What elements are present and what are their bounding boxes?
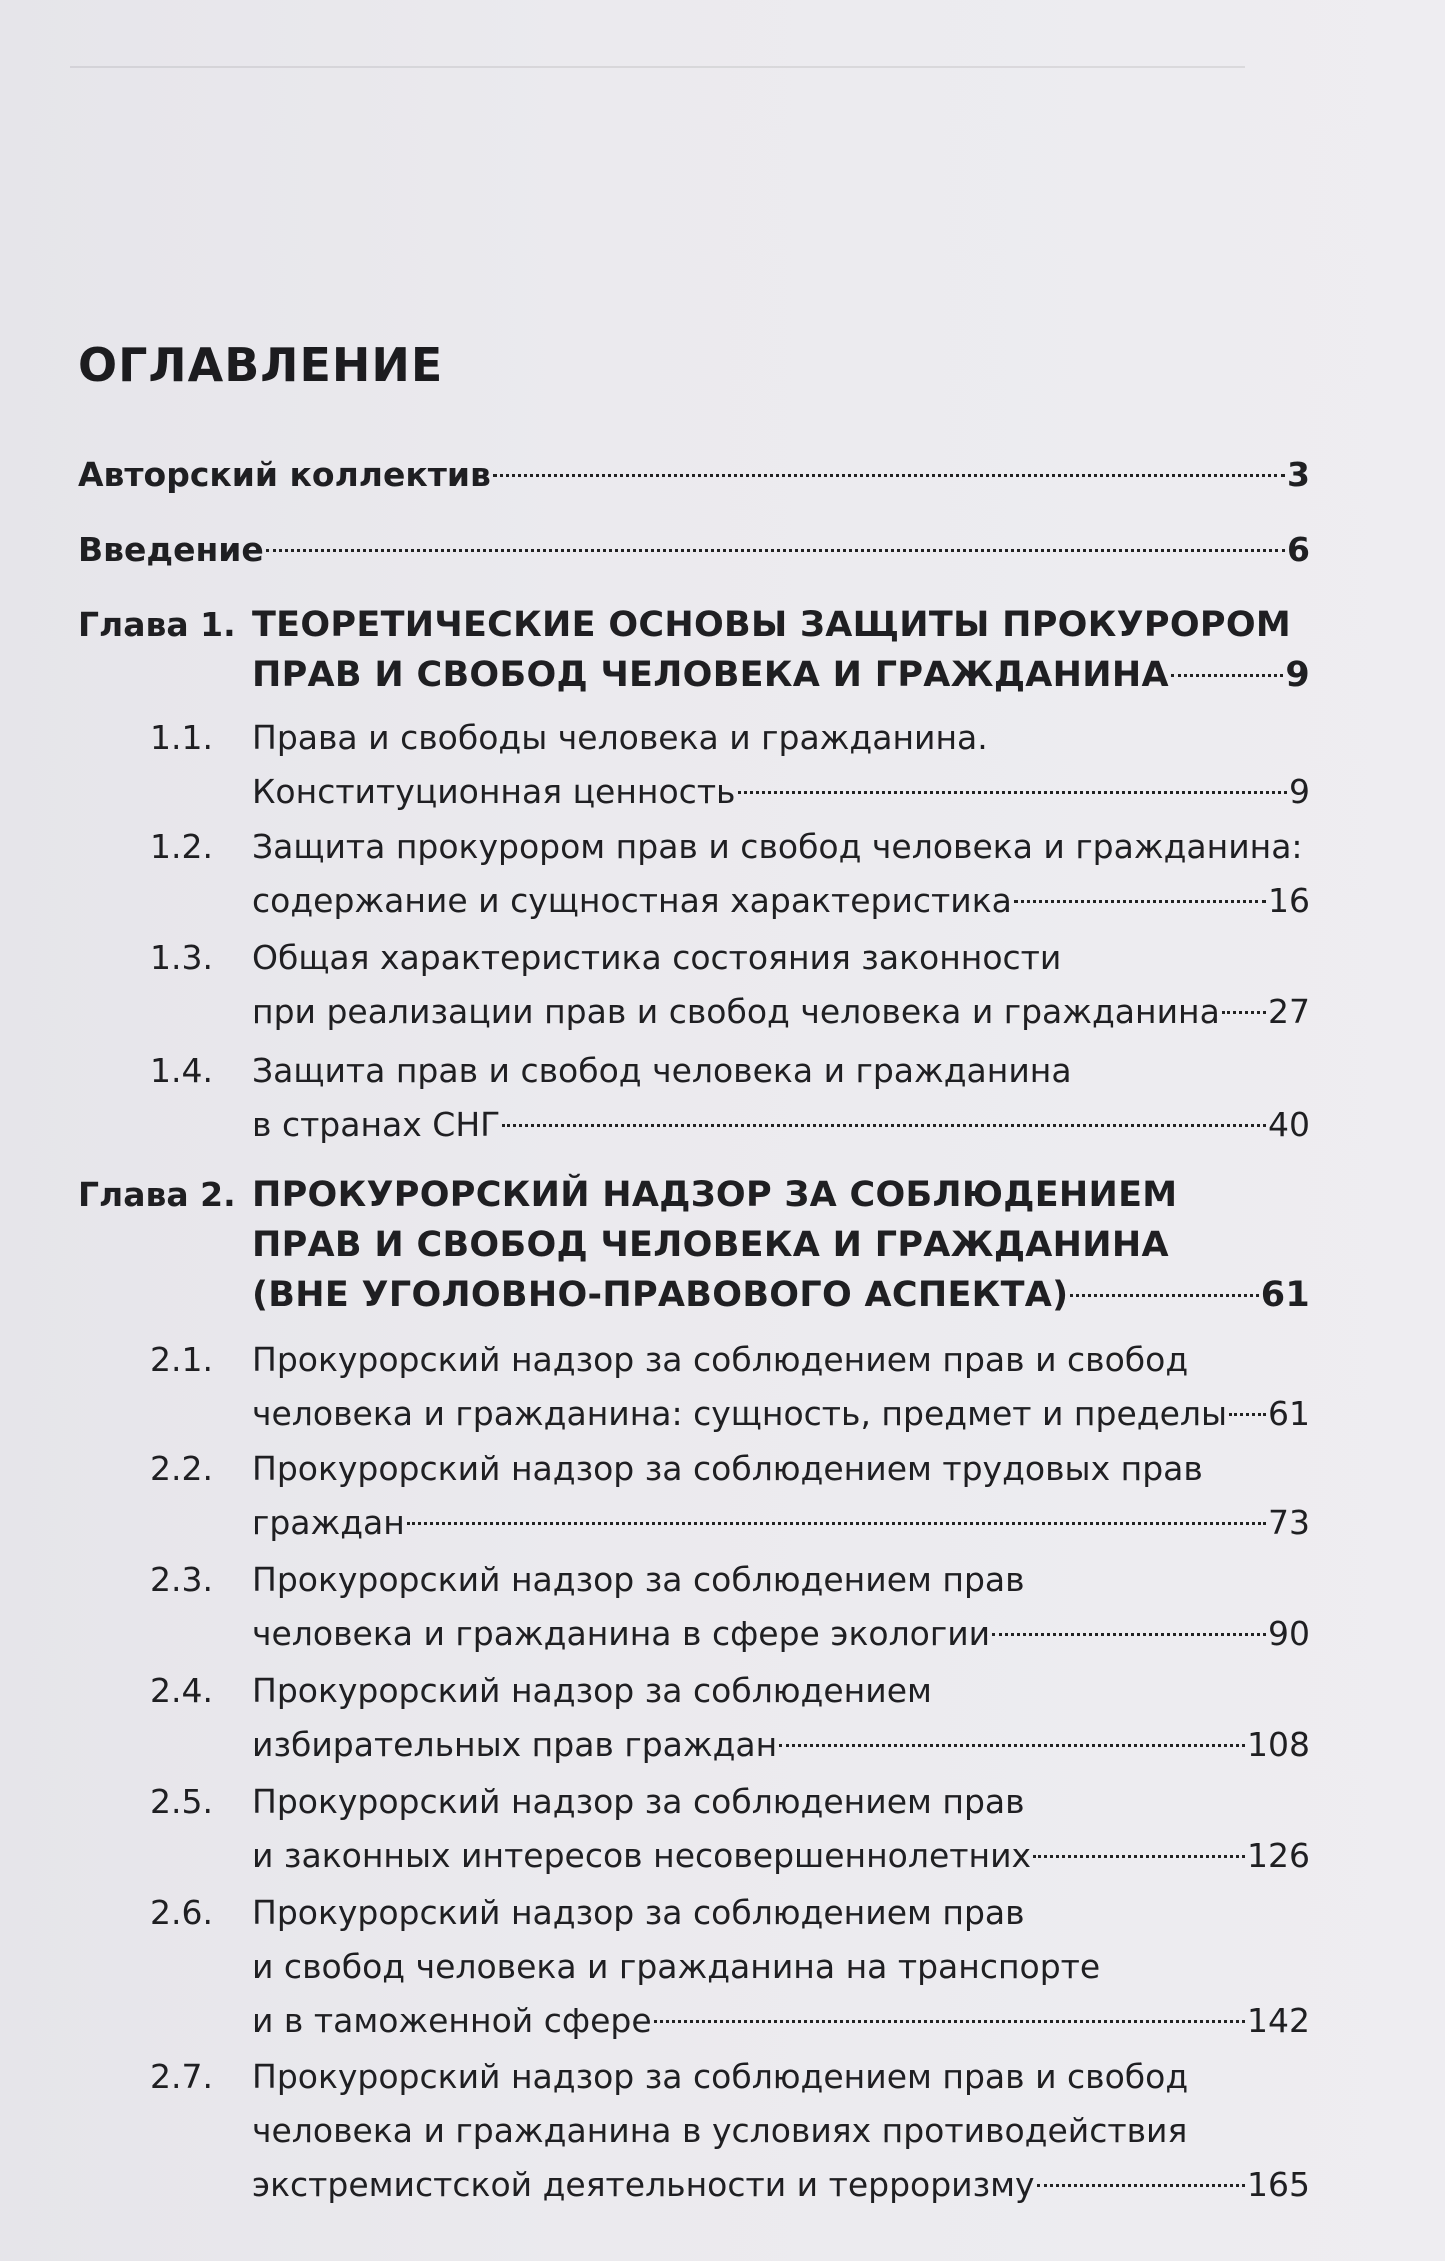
leader-dots (1037, 2182, 1245, 2187)
section-entry-text: человека и гражданина в сфере экологии (252, 1614, 991, 1653)
chapter-label: Глава 1. (78, 605, 236, 644)
leader-dots (779, 1742, 1245, 1747)
section-entry (252, 987, 1310, 1037)
section-entry (252, 2160, 1310, 2210)
section-entry-text: Прокурорский надзор за соблюдением прав (252, 1893, 1025, 1932)
leader-dots (654, 2018, 1245, 2023)
section-entry (252, 1046, 1072, 1096)
page-number: 3 (1287, 455, 1310, 494)
section-entry (252, 2106, 1187, 2156)
leader-dots (266, 547, 1285, 552)
chapter-title-text: ПРАВ И СВОБОД ЧЕЛОВЕКА И ГРАЖДАНИНА (252, 1225, 1169, 1265)
section-entry-text: и свобод человека и гражданина на транспорте (252, 1947, 1101, 1986)
page-number: 90 (1268, 1614, 1310, 1653)
leader-dots (1033, 1853, 1245, 1858)
leader-dots (1014, 898, 1266, 903)
chapter-title-text: ПРАВ И СВОБОД ЧЕЛОВЕКА И ГРАЖДАНИНА (252, 655, 1169, 695)
page-number: 108 (1247, 1725, 1310, 1764)
section-entry-text: Конституционная ценность (252, 772, 736, 811)
section-entry-text: Защита прав и свобод человека и гражданина (252, 1051, 1072, 1090)
section-entry-text: и законных интересов несовершеннолетних (252, 1836, 1032, 1875)
leader-dots (493, 472, 1285, 477)
section-entry (252, 1777, 1025, 1827)
chapter-title (252, 600, 1291, 650)
section-entry (252, 2052, 1188, 2102)
toc-entry (78, 450, 1310, 500)
section-entry-text: граждан (252, 1503, 405, 1542)
section-entry-text: Прокурорский надзор за соблюдением прав (252, 1560, 1025, 1599)
chapter-label: Глава 2. (78, 1175, 236, 1214)
page-number: 73 (1268, 1503, 1310, 1542)
section-entry-text: Прокурорский надзор за соблюдением прав и свобод (252, 2057, 1189, 2096)
section-entry-text: Прокурорский надзор за соблюдением прав и свобод (252, 1340, 1189, 1379)
section-entry-text: при реализации прав и свобод человека и гражданина (252, 992, 1220, 1031)
page-number: 6 (1287, 530, 1310, 569)
section-number: 1.4. (150, 1051, 213, 1090)
page-number: 142 (1247, 2001, 1310, 2040)
section-number: 2.7. (150, 2057, 213, 2096)
section-number: 1.2. (150, 827, 213, 866)
section-entry-text: Защита прокурором прав и свобод человека и гражданина: (252, 827, 1303, 866)
section-number: 2.1. (150, 1340, 213, 1379)
section-entry (252, 1389, 1310, 1439)
section-entry-text: Прокурорский надзор за соблюдением (252, 1671, 932, 1710)
section-number: 2.5. (150, 1782, 213, 1821)
section-entry (252, 1609, 1310, 1659)
section-entry-text: избирательных прав граждан (252, 1725, 778, 1764)
section-entry (252, 1555, 1025, 1605)
leader-dots (1171, 672, 1284, 677)
section-entry-text: содержание и сущностная характеристика (252, 881, 1012, 920)
page-number: 16 (1268, 881, 1310, 920)
leader-dots (992, 1631, 1266, 1636)
section-entry (252, 1100, 1310, 1150)
section-entry (252, 1335, 1188, 1385)
section-number: 2.3. (150, 1560, 213, 1599)
ghost-header-rule (70, 66, 1245, 68)
page-number: 61 (1260, 1275, 1310, 1315)
chapter-title (252, 650, 1310, 700)
section-number: 1.1. (150, 718, 213, 757)
page-number: 126 (1247, 1836, 1310, 1875)
leader-dots (502, 1122, 1266, 1127)
page-number: 61 (1268, 1394, 1310, 1433)
section-entry-text: человека и гражданина в условиях противодействия (252, 2111, 1188, 2150)
section-entry-text: и в таможенной сфере (252, 2001, 652, 2040)
leader-dots (738, 789, 1288, 794)
page-number: 27 (1268, 992, 1310, 1031)
leader-dots (407, 1520, 1266, 1525)
page-number: 9 (1289, 772, 1310, 811)
section-entry (252, 1831, 1310, 1881)
leader-dots (1229, 1411, 1266, 1416)
toc-entry (78, 525, 1310, 575)
section-entry (252, 713, 988, 763)
section-entry (252, 1996, 1310, 2046)
section-entry-text: экстремистской деятельности и терроризму (252, 2165, 1035, 2204)
chapter-title-text: ТЕОРЕТИЧЕСКИЕ ОСНОВЫ ЗАЩИТЫ ПРОКУРОРОМ (252, 605, 1292, 645)
section-entry-text: Права и свободы человека и гражданина. (252, 718, 988, 757)
section-entry-text: Прокурорский надзор за соблюдением трудовых прав (252, 1449, 1203, 1488)
section-entry (252, 1444, 1203, 1494)
section-entry (252, 767, 1310, 817)
leader-dots (1222, 1009, 1266, 1014)
leader-dots (1070, 1292, 1258, 1297)
section-entry (252, 876, 1310, 926)
section-entry (252, 1720, 1310, 1770)
section-entry-text: в странах СНГ (252, 1105, 501, 1144)
page-title: ОГЛАВЛЕНИЕ (78, 338, 444, 392)
chapter-title (252, 1220, 1169, 1270)
section-entry (252, 933, 1061, 983)
page-number: 165 (1247, 2165, 1310, 2204)
section-entry (252, 822, 1303, 872)
section-entry (252, 1498, 1310, 1548)
section-entry-text: человека и гражданина: сущность, предмет и пределы (252, 1394, 1228, 1433)
section-number: 2.4. (150, 1671, 213, 1710)
section-entry-text: Прокурорский надзор за соблюдением прав (252, 1782, 1025, 1821)
section-number: 1.3. (150, 938, 213, 977)
section-number: 2.6. (150, 1893, 213, 1932)
page-number: 40 (1268, 1105, 1310, 1144)
chapter-title (252, 1270, 1310, 1320)
page-number: 9 (1285, 655, 1310, 695)
chapter-title-text: (ВНЕ УГОЛОВНО-ПРАВОВОГО АСПЕКТА) (252, 1275, 1069, 1315)
section-entry (252, 1888, 1025, 1938)
section-entry (252, 1942, 1100, 1992)
toc-entry-text: Авторский коллектив (78, 455, 491, 494)
section-entry (252, 1666, 932, 1716)
chapter-title (252, 1170, 1177, 1220)
section-entry-text: Общая характеристика состояния законности (252, 938, 1062, 977)
toc-entry-text: Введение (78, 530, 264, 569)
chapter-title-text: ПРОКУРОРСКИЙ НАДЗОР ЗА СОБЛЮДЕНИЕМ (252, 1175, 1178, 1215)
section-number: 2.2. (150, 1449, 213, 1488)
